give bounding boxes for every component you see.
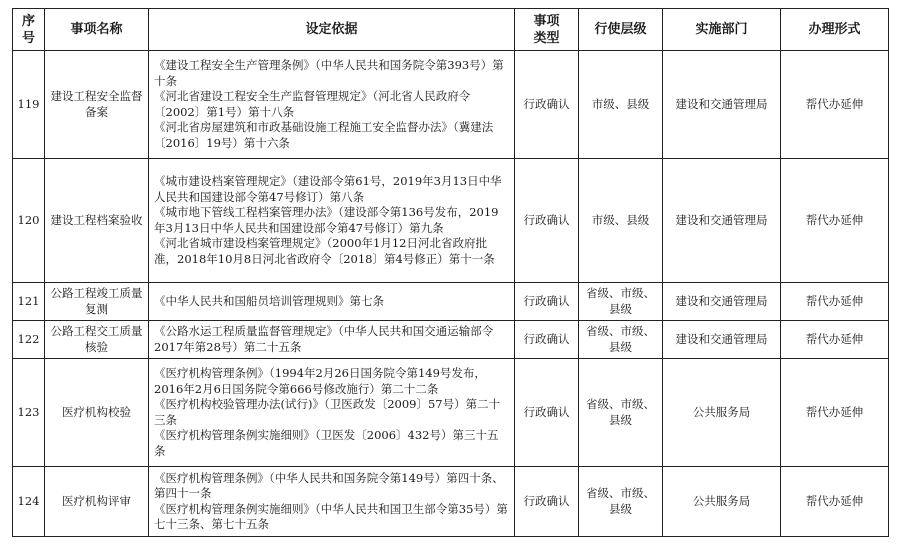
- header-type: 事项类型: [515, 9, 579, 51]
- basis-line: 《河北省建设工程安全生产监督管理规定》（河北省人民政府令〔2002〕第1号）第十八条: [154, 89, 471, 119]
- row-no: 120: [13, 159, 45, 283]
- row-dept: 建设和交通管理局: [663, 159, 781, 283]
- row-basis: [149, 283, 515, 321]
- row-mode: 帮代办延伸: [781, 159, 889, 283]
- table-row: [13, 359, 889, 467]
- row-name: 医疗机构评审: [45, 467, 149, 537]
- row-type: 行政确认: [515, 467, 579, 537]
- row-name: 建设工程安全监督备案: [45, 51, 149, 159]
- row-name: 公路工程竣工质量复测: [45, 283, 149, 321]
- row-level: 省级、市级、县级: [579, 283, 663, 321]
- table-row: [13, 283, 889, 321]
- row-basis: [149, 51, 515, 159]
- row-dept: 建设和交通管理局: [663, 321, 781, 359]
- row-type: 行政确认: [515, 159, 579, 283]
- row-basis: [149, 321, 515, 359]
- row-basis: [149, 359, 515, 467]
- basis-line: 《城市地下管线工程档案管理办法》（建设部令第136号发布，2019年3月13日中华人民共和国建设部令第47号修订）第九条: [154, 205, 499, 235]
- row-dept: 公共服务局: [663, 359, 781, 467]
- row-name: 建设工程档案验收: [45, 159, 149, 283]
- table-row: [13, 467, 889, 537]
- row-name: 公路工程交工质量核验: [45, 321, 149, 359]
- row-no: 124: [13, 467, 45, 537]
- row-level: 市级、县级: [579, 51, 663, 159]
- header-level: 行使层级: [579, 9, 663, 51]
- header-name: 事项名称: [45, 9, 149, 51]
- basis-line: 《河北省城市建设档案管理规定》（2000年1月12日河北省政府批准，2018年10月8日河北省政府令〔2018〕第4号修正）第十一条: [154, 236, 495, 266]
- row-level: 省级、市级、县级: [579, 359, 663, 467]
- row-dept: 建设和交通管理局: [663, 283, 781, 321]
- row-basis: [149, 467, 515, 537]
- basis-line: 《城市建设档案管理规定》（建设部令第61号，2019年3月13日中华人民共和国建设部令第47号修订）第八条: [154, 174, 502, 204]
- table-row: [13, 159, 889, 283]
- row-no: 119: [13, 51, 45, 159]
- row-level: 省级、市级、县级: [579, 321, 663, 359]
- row-mode: 帮代办延伸: [781, 51, 889, 159]
- header-dept: 实施部门: [663, 9, 781, 51]
- header-mode: 办理形式: [781, 9, 889, 51]
- row-basis: [149, 159, 515, 283]
- table-row: [13, 51, 889, 159]
- header-basis: 设定依据: [149, 9, 515, 51]
- basis-line: 《公路水运工程质量监督管理规定》（中华人民共和国交通运输部令2017年第28号）第二十五条: [154, 324, 494, 354]
- document-page: [12, 8, 888, 537]
- row-mode: 帮代办延伸: [781, 321, 889, 359]
- row-mode: 帮代办延伸: [781, 359, 889, 467]
- row-mode: 帮代办延伸: [781, 283, 889, 321]
- row-mode: 帮代办延伸: [781, 467, 889, 537]
- row-no: 123: [13, 359, 45, 467]
- row-type: 行政确认: [515, 321, 579, 359]
- row-type: 行政确认: [515, 359, 579, 467]
- matters-table: [12, 8, 889, 537]
- row-level: 市级、县级: [579, 159, 663, 283]
- basis-line: 《中华人民共和国船员培训管理规则》第七条: [154, 293, 384, 308]
- row-dept: 建设和交通管理局: [663, 51, 781, 159]
- basis-line: 《医疗机构管理条例实施细则》（卫医发〔2006〕432号）第三十五条: [154, 428, 499, 458]
- basis-line: 《建设工程安全生产管理条例》（中华人民共和国务院令第393号）第十条: [154, 58, 504, 88]
- table-header-row: [13, 9, 889, 51]
- basis-line: 《医疗机构管理条例》（1994年2月26日国务院令第149号发布，2016年2月6日国务院令第666号修改施行）第二十二条: [154, 366, 486, 396]
- row-name: 医疗机构校验: [45, 359, 149, 467]
- row-level: 省级、市级、县级: [579, 467, 663, 537]
- row-type: 行政确认: [515, 51, 579, 159]
- basis-line: 《医疗机构校验管理办法(试行)》（卫医政发〔2009〕57号）第二十三条: [154, 397, 501, 427]
- table-row: [13, 321, 889, 359]
- basis-line: 《医疗机构管理条例实施细则》（中华人民共和国卫生部令第35号）第七十三条、第七十五条: [154, 501, 508, 531]
- row-type: 行政确认: [515, 283, 579, 321]
- row-dept: 公共服务局: [663, 467, 781, 537]
- row-no: 121: [13, 283, 45, 321]
- header-no: 序号: [13, 9, 45, 51]
- row-no: 122: [13, 321, 45, 359]
- basis-line: 《河北省房屋建筑和市政基础设施工程施工安全监督办法》（冀建法〔2016〕19号）第十六条: [154, 120, 494, 150]
- basis-line: 《医疗机构管理条例》（中华人民共和国务院令第149号）第四十条、第四十一条: [154, 470, 504, 500]
